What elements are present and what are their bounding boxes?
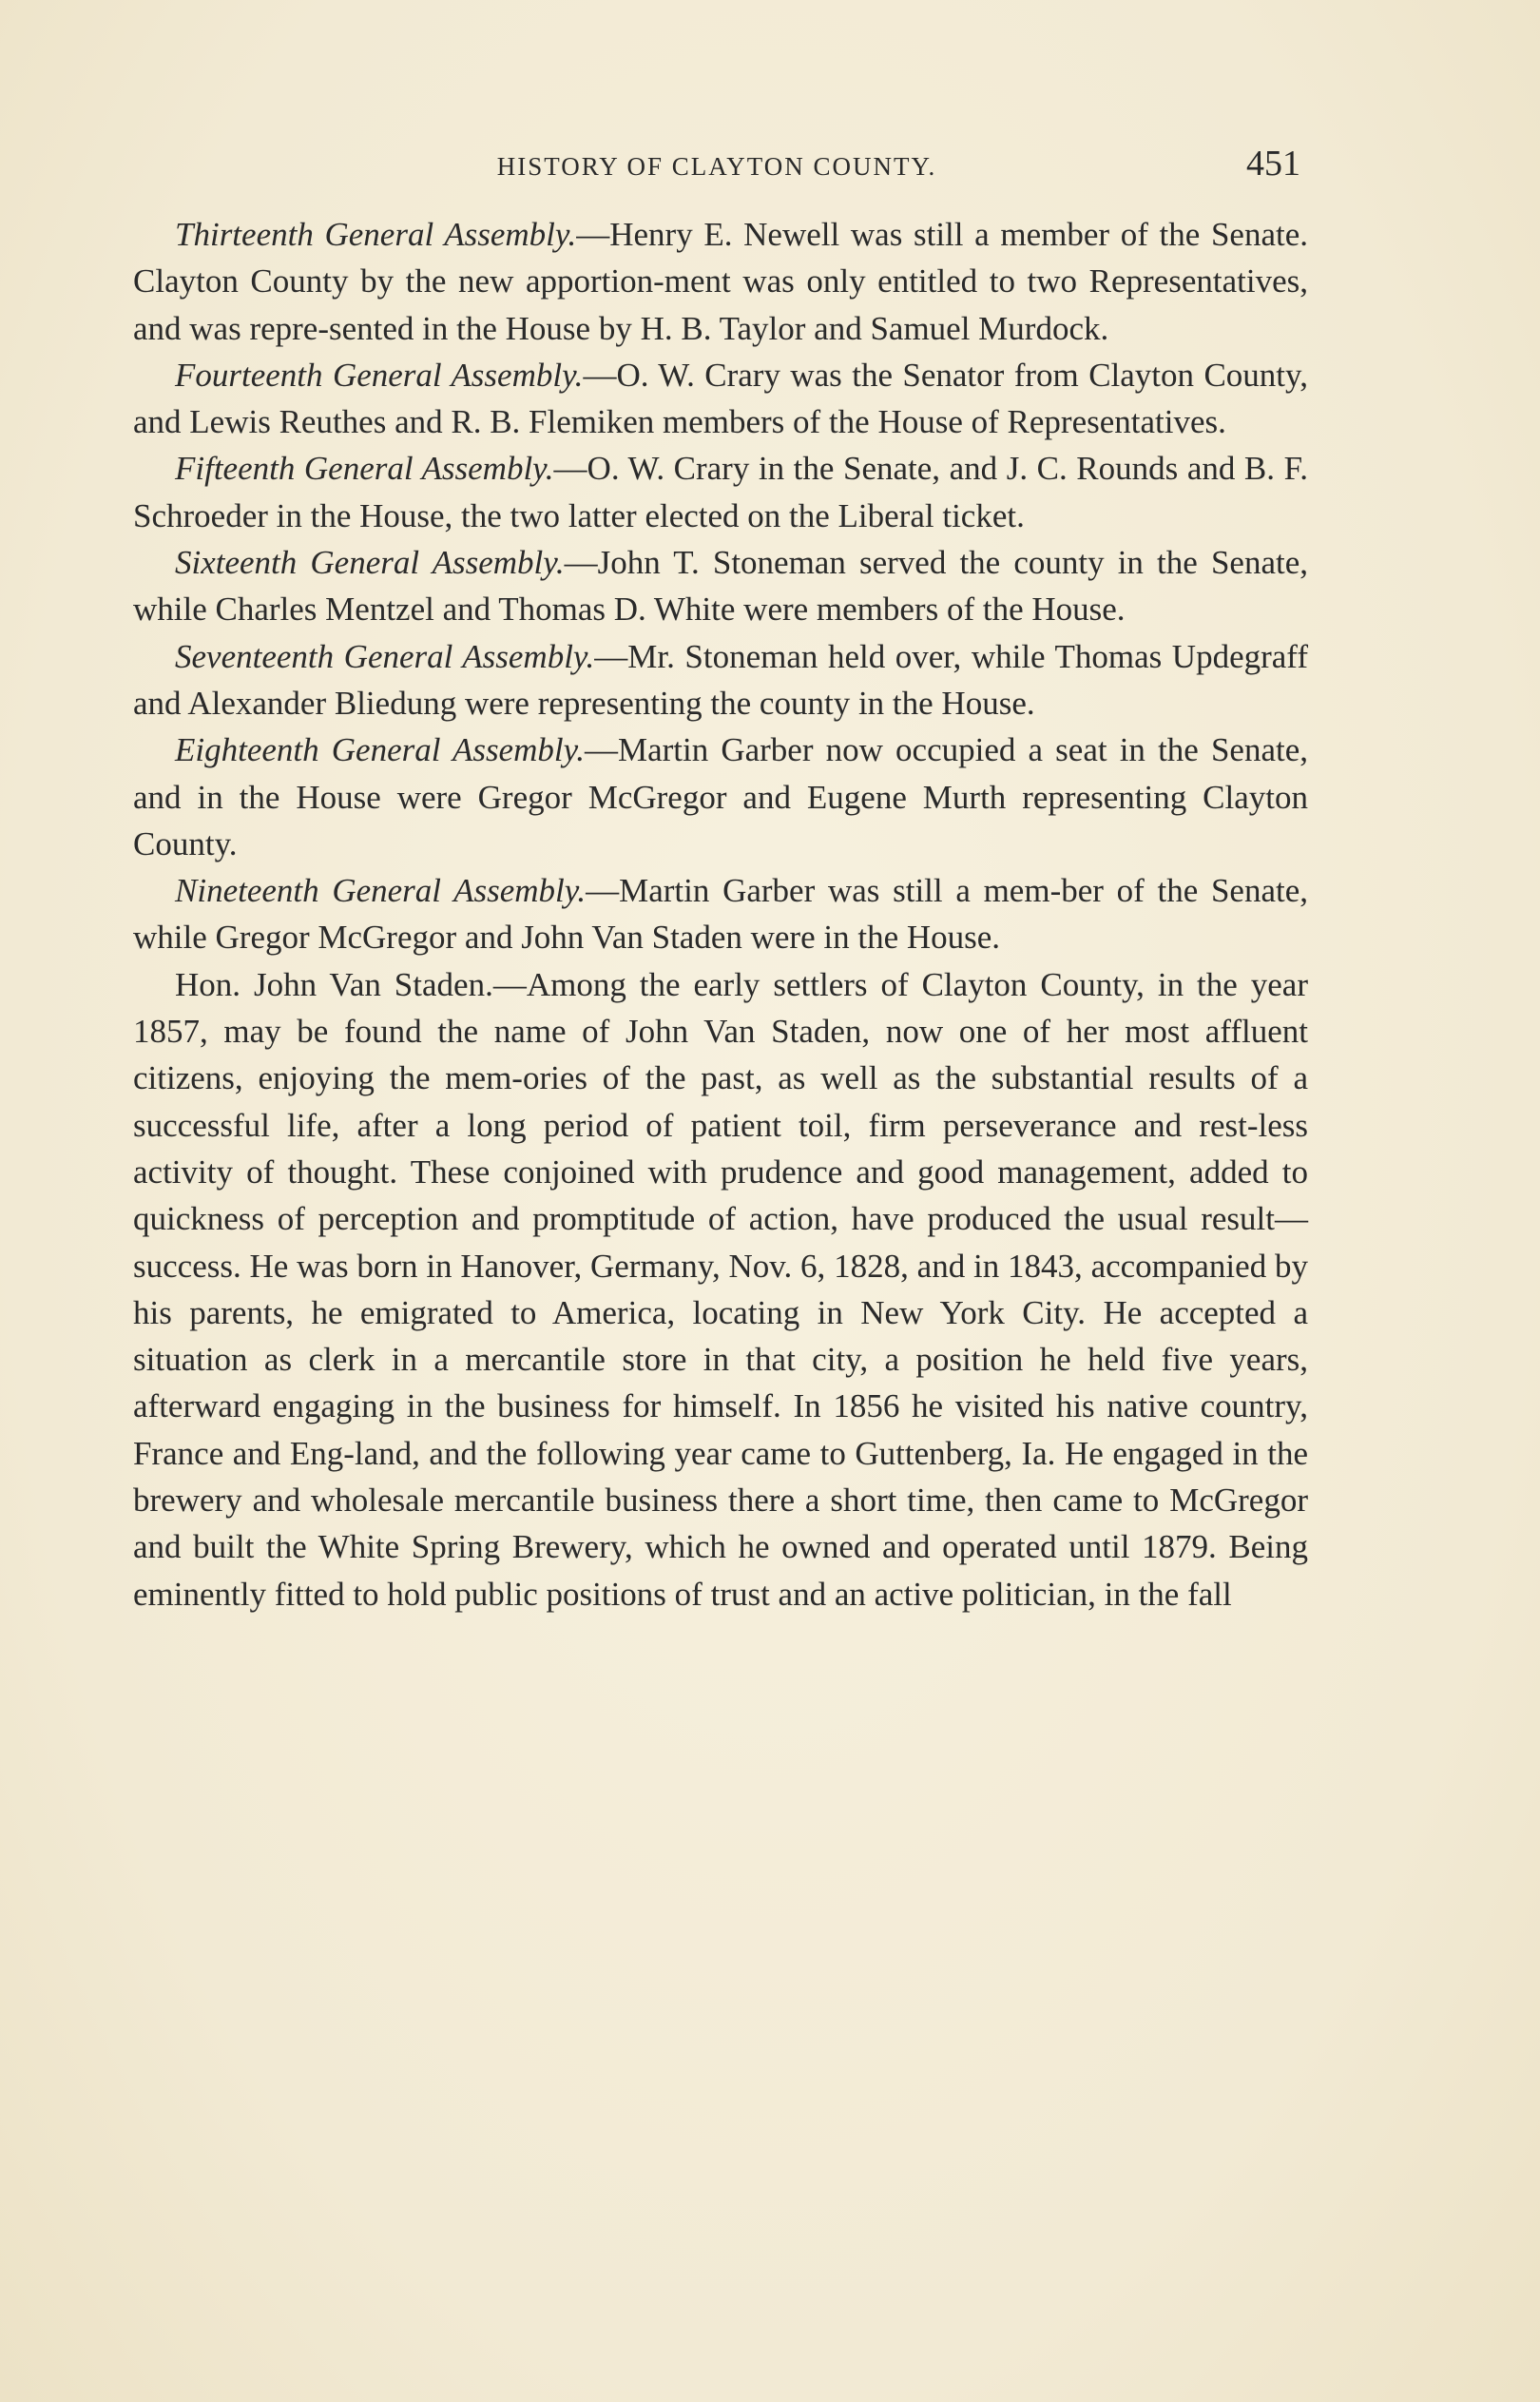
- paragraph-text: —O. W. Crary was the Senator from Clayton County, and Lewis Reuthes and R. B. Flemiken members of the House of Representatives.: [133, 356, 1308, 441]
- paragraph-fifteenth-assembly: [133, 445, 1308, 539]
- paragraph-text: —John T. Stoneman served the county in the Senate, while Charles Mentzel and Thomas D. White were members of the House.: [133, 544, 1308, 629]
- page-header: [133, 143, 1300, 192]
- body-text: [133, 211, 1308, 1617]
- section-heading: Fifteenth General Assembly.: [175, 450, 554, 488]
- section-heading: Nineteenth General Assembly.: [175, 872, 587, 910]
- paragraph-fourteenth-assembly: [133, 352, 1308, 446]
- paragraph-eighteenth-assembly: [133, 726, 1308, 867]
- section-heading: Sixteenth General Assembly.: [175, 544, 565, 582]
- paragraph-text: —Martin Garber was still a mem-ber of the Senate, while Gregor McGregor and John Van Staden were in the House.: [133, 872, 1309, 957]
- paragraph-sixteenth-assembly: [133, 539, 1308, 633]
- paragraph-text: —Martin Garber now occupied a seat in the Senate, and in the House were Gregor McGregor and Eugene Murth representing Clayton County.: [133, 731, 1308, 862]
- paragraph-text: —Mr. Stoneman held over, while Thomas Updegraff and Alexander Bliedung were representing the county in the House.: [133, 637, 1308, 722]
- page-number: 451: [1246, 144, 1300, 184]
- paragraph-text: —O. W. Crary in the Senate, and J. C. Rounds and B. F. Schroeder in the House, the two latter elected on the Liberal ticket.: [133, 450, 1308, 534]
- paragraph-seventeenth-assembly: [133, 633, 1308, 727]
- section-heading: Seventeenth General Assembly.: [175, 637, 595, 675]
- paragraph-thirteenth-assembly: [133, 211, 1308, 352]
- paragraph-text: —Henry E. Newell was still a member of the Senate. Clayton County by the new apportion-ment was only entitled to two Representatives, and was repre-sented in the House by H. B. Taylor and Samuel Murdock.: [133, 216, 1308, 347]
- paragraph-john-van-staden-biography: [133, 961, 1308, 1617]
- paragraph-nineteenth-assembly: [133, 867, 1308, 961]
- section-heading: Fourteenth General Assembly.: [175, 356, 584, 394]
- section-heading: Thirteenth General Assembly.: [175, 216, 577, 253]
- section-heading: Eighteenth General Assembly.: [175, 731, 585, 769]
- paragraph-text: Hon. John Van Staden.—Among the early settlers of Clayton County, in the year 1857, may be found the name of John Van Staden, now one of her most affluent citizens, enjoying the mem-ories of the past, as well as the substantial results of a successful life, after a long period of patient toil, firm perseverance and rest-less activity of thought. These conjoined with prudence and good management, added to quickness of perception and promptitude of action, have produced the usual result—success. He was born in Hanover, Germany, Nov. 6, 1828, and in 1843, accompanied by his parents, he emigrated to America, locating in New York City. He accepted a situation as clerk in a mercantile store in that city, a position he held five years, afterward engaging in the business for himself. In 1856 he visited his native country, France and Eng-land, and the following year came to Guttenberg, Ia. He engaged in the brewery and wholesale mercantile business there a short time, then came to McGregor and built the White Spring Brewery, which he owned and operated until 1879. Being eminently fitted to hold public positions of trust and an active politician, in the fall: [133, 965, 1308, 1613]
- running-title: HISTORY OF CLAYTON COUNTY.: [496, 152, 937, 181]
